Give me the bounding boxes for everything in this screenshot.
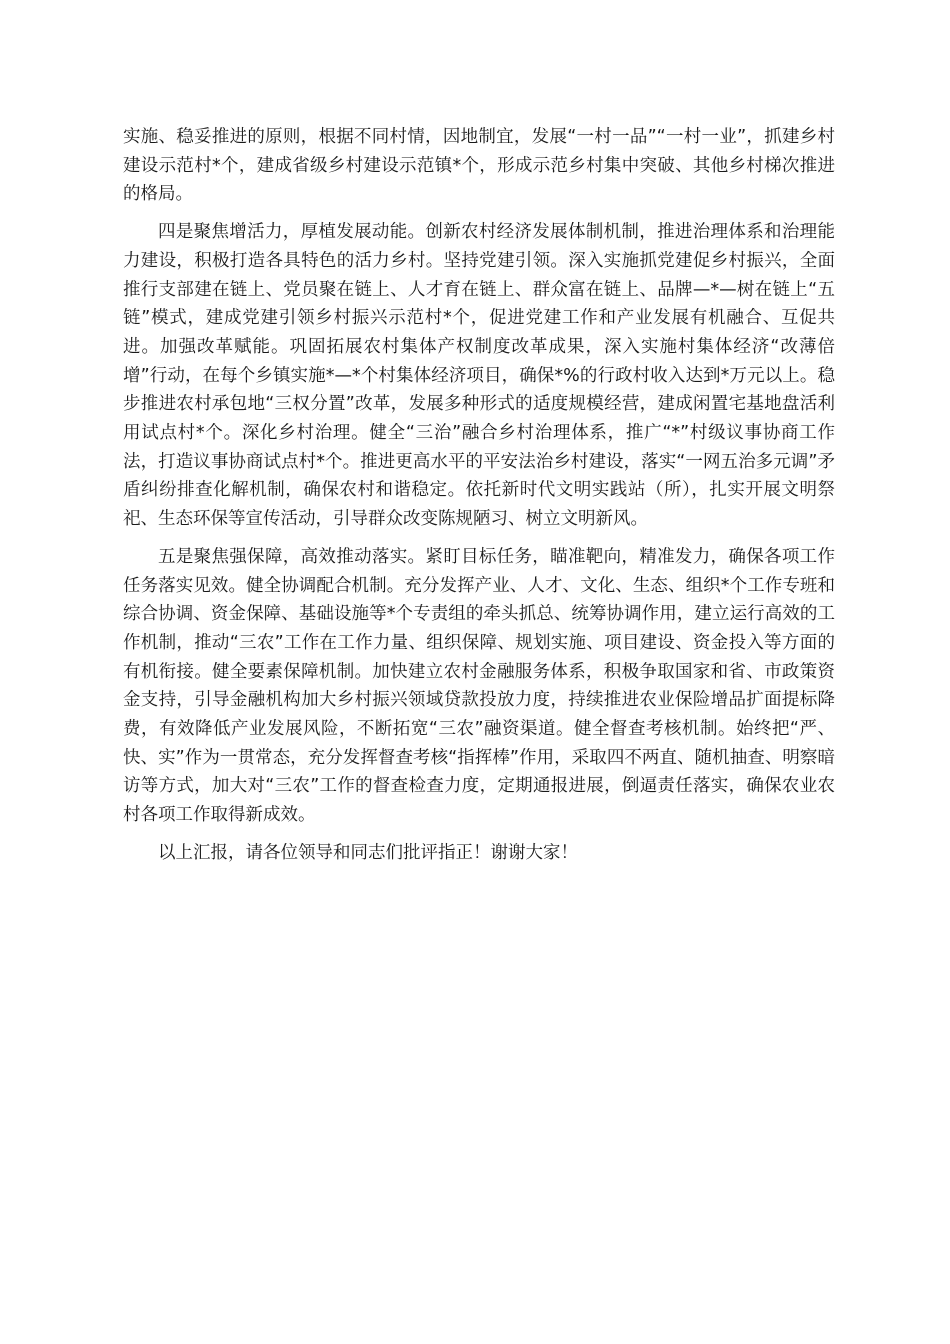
paragraph-closing: 以上汇报，请各位领导和同志们批评指正！谢谢大家！ [158, 842, 578, 863]
document-body [123, 123, 835, 877]
paragraph-section-four: 四是聚焦增活力，厚植发展动能。创新农村经济发展体制机制，推进治理体系和治理能力建设，积极打造各具特色的活力乡村。坚持党建引领。深入实施抓党建促乡村振兴，全面推行支部建在链上、党员聚在链上、人才育在链上、群众富在链上、品牌—*—树在链上“五链”模式，建成党建引领乡村振兴示范村*个，促进党建工作和产业发展有机融合、互促共进。加强改革赋能。巩固拓展农村集体产权制度改革成果，深入实施村集体经济“改薄倍增”行动，在每个乡镇实施*—*个村集体经济项目，确保*%的行政村收入达到*万元以上。稳步推进农村承包地“三权分置”改革，发展多种形式的适度规模经营，建成闲置宅基地盘活利用试点村*个。深化乡村治理。健全“三治”融合乡村治理体系，推广“*”村级议事协商工作法，打造议事协商试点村*个。推进更高水平的平安法治乡村建设，落实“一网五治多元调”矛盾纠纷排查化解机制，确保农村和谐稳定。依托新时代文明实践站（所），扎实开展文明祭祀、生态环保等宣传活动，引导群众改变陈规陋习、树立文明新风。 [123, 222, 835, 530]
paragraph-continuation: 实施、稳妥推进的原则，根据不同村情，因地制宜，发展“一村一品”“一村一业”，抓建乡村建设示范村*个，建成省级乡村建设示范镇*个，形成示范乡村集中突破、其他乡村梯次推进的格局。 [123, 127, 835, 205]
paragraph-section-five: 五是聚焦强保障，高效推动落实。紧盯目标任务，瞄准靶向，精准发力，确保各项工作任务落实见效。健全协调配合机制。充分发挥产业、人才、文化、生态、组织*个工作专班和综合协调、资金保障、基础设施等*个专责组的牵头抓总、统筹协调作用，建立运行高效的工作机制，推动“三农”工作在工作力量、组织保障、规划实施、项目建设、资金投入等方面的有机衔接。健全要素保障机制。加快建立农村金融服务体系，积极争取国家和省、市政策资金支持，引导金融机构加大乡村振兴领域贷款投放力度，持续推进农业保险增品扩面提标降费，有效降低产业发展风险，不断拓宽“三农”融资渠道。健全督查考核机制。始终把“严、快、实”作为一贯常态，充分发挥督查考核“指挥棒”作用，采取四不两直、随机抽查、明察暗访等方式，加大对“三农”工作的督查检查力度，定期通报进展，倒逼责任落实，确保农业农村各项工作取得新成效。 [123, 546, 835, 826]
